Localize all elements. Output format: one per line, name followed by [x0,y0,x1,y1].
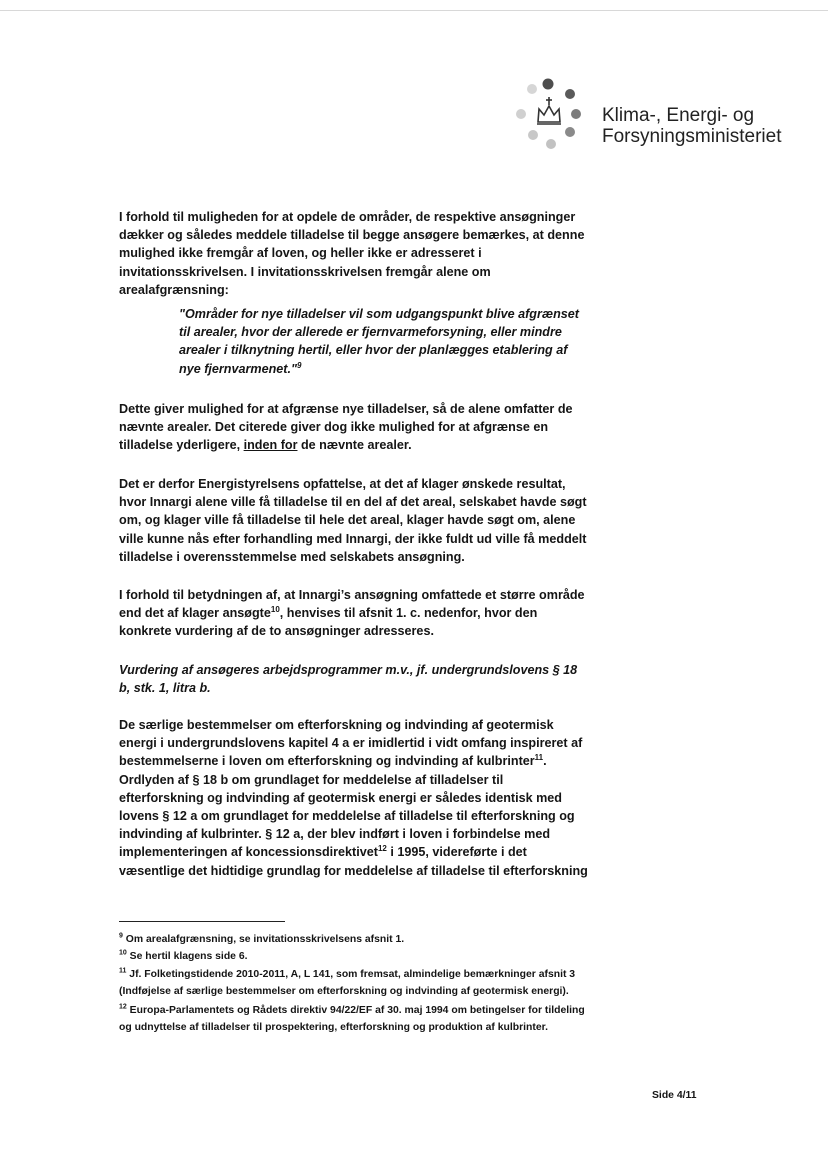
page-number: Side 4/11 [652,1090,697,1101]
footnote-number: 10 [119,949,127,957]
paragraph-5-c: i 1995, videreførte i det væsentlige det hidtidige grundlag for meddelelse af tilladelse til efterforskning [119,845,588,878]
footnote-ref-9[interactable]: 9 [296,360,302,370]
paragraph-4-a: I forhold til betydningen af, at Innargi’s ansøgning omfattede et større område end det af klager ansøgte [119,588,585,621]
top-rule [0,10,828,11]
paragraph-1: I forhold til muligheden for at opdele de områder, de respektive ansøgninger dækker og således meddele tilladelse til begge ansøgere bemærkes, at denne mulighed ikke fremgår af loven, og heller ikke er adresseret i invitationsskrivelsen. I invitationsskrivelsen fremgår alene om arealafgrænsning: [119,210,585,297]
footnote-rule [119,921,285,922]
footnote-number: 9 [119,932,123,940]
paragraph-2-a: Dette giver mulighed for at afgrænse nye tilladelser, så de alene omfatter de nævnte arealer. Det citerede giver dog ikke mulighed for at afgrænse en tilladelse yderligere, [119,402,573,453]
paragraph-5 [119,716,589,880]
paragraph-4-b: , henvises til afsnit 1. c. nedenfor, hvor den konkrete vurdering af de to ansøgninger adresseres. [119,606,538,639]
footnote-text: Europa-Parlamentets og Rådets direktiv 94/22/EF af 30. maj 1994 om betingelser for tildeling og udnyttelse af tilladelser til prospektering, efterforskning og produktion af kulbrinter. [119,1005,585,1034]
paragraph-4 [119,586,589,641]
footnote-ref-10[interactable]: 10 [270,605,280,615]
section-heading: Vurdering af ansøgeres arbejdsprogrammer m.v., jf. undergrundslovens § 18 b, stk. 1, litra b. [119,663,578,696]
paragraph-2-underlined: inden for [243,438,298,453]
ministry-logo [508,72,808,162]
footnote-9 [119,931,599,948]
crown-dots-icon [508,72,598,162]
ministry-name [602,105,782,147]
ministry-name-line1: Klima-, Energi- og [602,105,755,126]
footnote-text: Jf. Folketingstidende 2010-2011, A, L 141, som fremsat, almindelige bemærkninger afsnit 3 (Indføjelse af særlige bestemmelser om efterforskning og indvinding af geotermisk energi). [119,969,576,998]
footnote-11 [119,966,599,1001]
footnote-ref-11[interactable]: 11 [534,753,544,763]
footnote-text: Om arealafgrænsning, se invitationsskrivelsens afsnit 1. [122,934,405,945]
ministry-name-line2: Forsyningsministeriet [602,126,782,147]
paragraph-5-b: . Ordlyden af § 18 b om grundlaget for meddelelse af tilladelser til efterforskning og indvinding af geotermisk energi er således identisk med lovens § 12 a om grundlaget for meddelelse af tilladelse til efterforskning og indvinding af kulbrinter. § 12 a, der blev indført i loven i forbindelse med implementeringen af koncessionsdirektivet [119,754,575,860]
footnote-ref-12[interactable]: 12 [377,844,387,854]
footnote-number: 12 [119,1003,127,1011]
paragraph-3: Det er derfor Energistyrelsens opfattelse, at det af klager ønskede resultat, hvor Innargi alene ville få tilladelse til en del af det areal, selskabet havde søgt om, og klager ville få tilladelse til hele det areal, klager havde søgt om, alene ville kunne nås efter forhandling med Innargi, der ikke fuldt ud ville få meddelt tilladelse i overensstemmelse med selskabets ansøgning. [119,477,587,564]
footnote-number: 11 [119,967,127,975]
quote-text: "Områder for nye tilladelser vil som udgangspunkt blive afgrænset til arealer, hvor der allerede er fjernvarmeforsyning, eller mindre arealer i tilknytning hertil, eller hvor der planlægges etablering af nye fjernvarmenet." [179,307,579,376]
paragraph-2 [119,400,589,455]
footnote-10 [119,948,599,965]
footnote-text: Se hertil klagens side 6. [126,951,248,962]
footnote-12 [119,1002,599,1037]
paragraph-5-a: De særlige bestemmelser om efterforskning og indvinding af geotermisk energi i undergrundslovens kapitel 4 a er imidlertid i vidt omfang inspireret af bestemmelserne i loven om efterforskning og indvinding af kulbrinter [119,718,583,769]
paragraph-2-b: de nævnte arealer. [297,438,412,453]
quote-block [179,305,589,378]
